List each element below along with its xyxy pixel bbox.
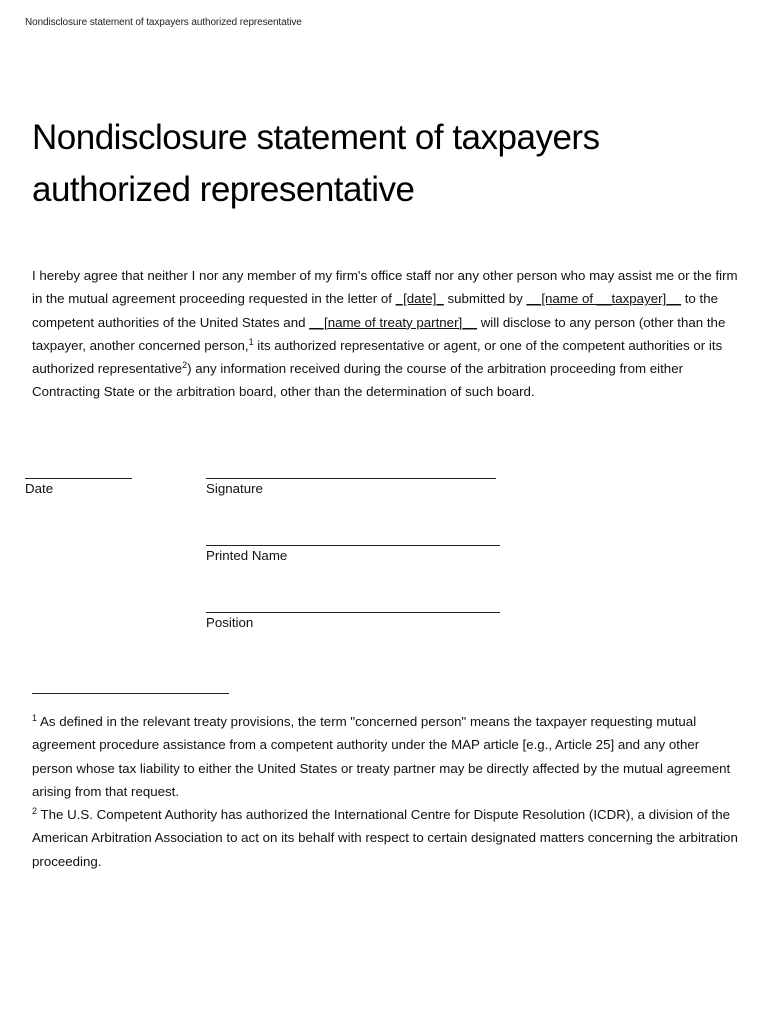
footnote-2-number: 2 (32, 806, 38, 817)
position-label: Position (206, 615, 254, 630)
taxpayer-name-field: __[name of __taxpayer]__ (526, 291, 682, 307)
body-text-2: submitted by (443, 291, 527, 307)
signature-label: Signature (206, 481, 263, 496)
date-label: Date (25, 481, 54, 496)
body-text-1: I hereby agree that neither I nor any member of my firm's office staff nor any other person who may assist me or the firm in the mutual agreement proceeding requested in the letter of (32, 268, 738, 307)
footnote-divider (32, 693, 229, 694)
body-text-6: ) any information received during the course of the arbitration proceeding from either Contracting State or the arbitration board, other than the determination of such board. (32, 361, 684, 400)
signature-line (206, 478, 496, 479)
treaty-partner-field: __[name of treaty partner]__ (309, 314, 477, 330)
body-text-3: to the competent authorities of the United States and (32, 291, 718, 330)
agreement-paragraph (32, 264, 738, 404)
footnote-2 (32, 803, 738, 873)
body-text-5: its authorized representative or agent, or one of the competent authorities or its authorized representative (32, 337, 723, 377)
position-line (206, 612, 500, 613)
footnote-1 (32, 710, 738, 803)
footnote-1-number: 1 (32, 713, 38, 723)
footnote-1-text: As defined in the relevant treaty provisions, the term "concerned person" means the taxpayer requesting mutual agreement procedure assistance from a competent authority under the MAP article [e.g., Article 25] and any other person whose tax liability to either the United States or treaty partner may be directly affected by the mutual agreement arising from that request. (32, 714, 731, 799)
footnote-ref-2: 2 (182, 360, 188, 371)
footnote-2-text: The U.S. Competent Authority has authorized the International Centre for Dispute Resolution (ICDR), a division of the American Arbitration Association to act on its behalf with respect to certain designated matters concerning the arbitration proceeding. (32, 807, 738, 869)
printed-name-line (206, 545, 500, 546)
footnote-ref-1: 1 (248, 336, 254, 347)
printed-name-label: Printed Name (206, 548, 288, 563)
running-header: Nondisclosure statement of taxpayers authorized representative (25, 17, 302, 28)
footnotes (32, 710, 738, 873)
body-text-4: will disclose to any person (other than the taxpayer, another concerned person, (32, 314, 726, 353)
document-title: Nondisclosure statement of taxpayers authorized representative (32, 118, 600, 209)
date-field: _[date]_ (395, 291, 444, 307)
date-line (25, 478, 132, 479)
